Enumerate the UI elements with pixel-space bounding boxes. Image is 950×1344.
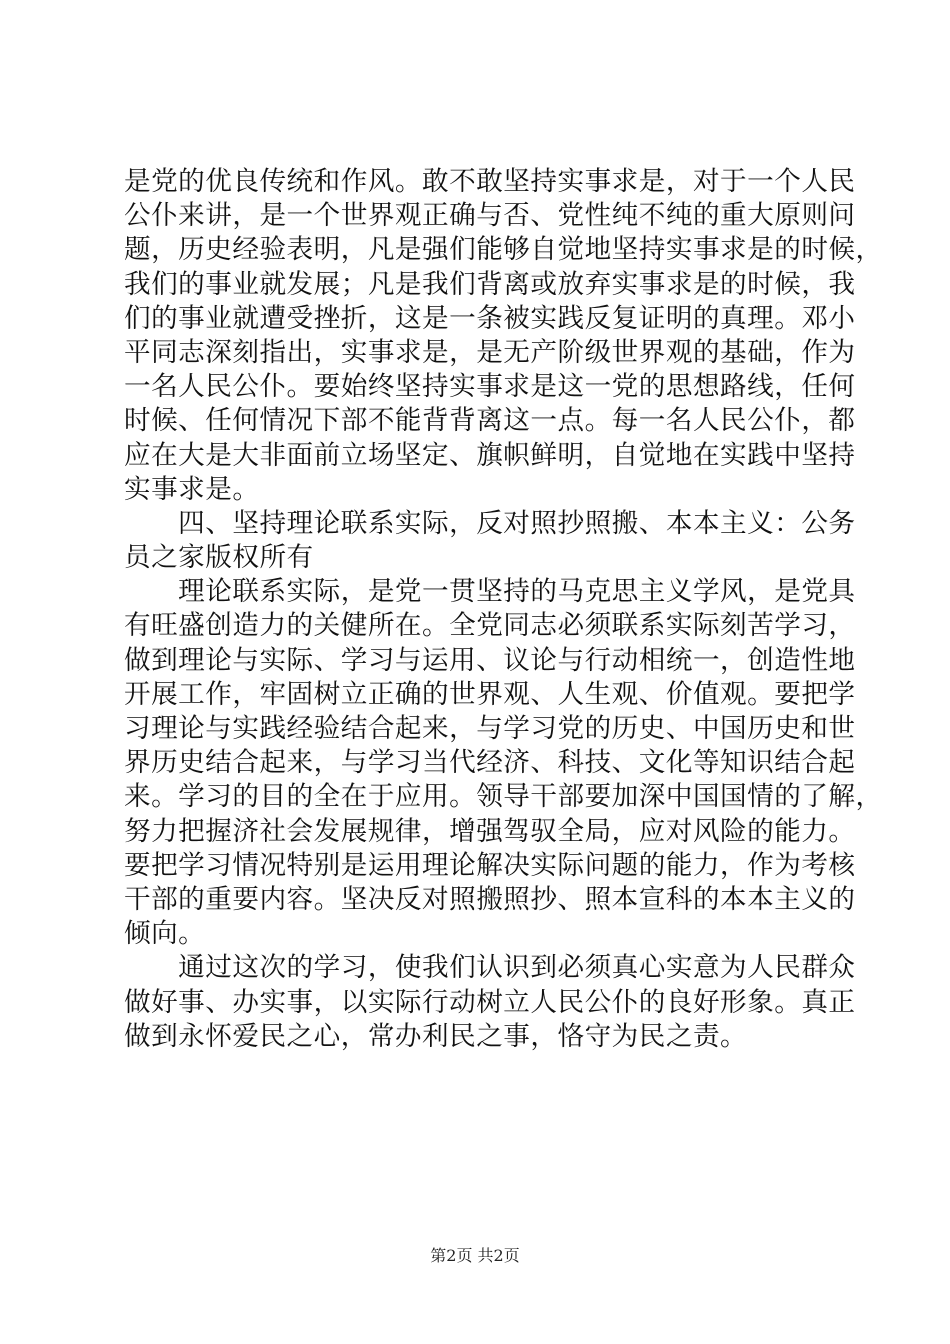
text-line: 平同志深刻指出，实事求是，是无产阶级世界观的基础，作为 bbox=[124, 336, 856, 368]
text-line: 习理论与实践经验结合起来，与学习党的历史、中国历史和世 bbox=[124, 713, 856, 744]
text-line: 一名人民公仆。要始终坚持实事求是这一党的思想路线，任何 bbox=[124, 371, 856, 403]
section-heading-line: 员之家版权所有 bbox=[124, 542, 314, 574]
text-line: 有旺盛创造力的关健所在。全党同志必须联系实际刻苦学习， bbox=[124, 610, 856, 642]
section-heading-line: 四、坚持理论联系实际，反对照抄照搬、本本主义：公务 bbox=[124, 507, 856, 539]
text-line: 要把学习情况特别是运用理论解决实际问题的能力，作为考核 bbox=[124, 849, 856, 881]
text-line: 开展工作，牢固树立正确的世界观、人生观、价值观。要把学 bbox=[124, 678, 856, 710]
text-line: 应在大是大非面前立场坚定、旗帜鲜明，自觉地在实践中坚持 bbox=[124, 439, 856, 471]
text-line: 我们的事业就发展；凡是我们背离或放弃实事求是的时候，我 bbox=[124, 268, 856, 300]
text-line: 题，历史经验表明，凡是强们能够自觉地坚持实事求是的时候， bbox=[124, 234, 883, 266]
text-line: 做到永怀爱民之心，常办利民之事，恪守为民之责。 bbox=[124, 1020, 748, 1052]
text-line: 干部的重要内容。坚决反对照搬照抄、照本宣科的本本主义的 bbox=[124, 883, 856, 915]
text-line: 做到理论与实际、学习与运用、议论与行动相统一，创造性地 bbox=[124, 644, 856, 676]
text-line: 做好事、办实事，以实际行动树立人民公仆的良好形象。真正 bbox=[124, 986, 856, 1018]
text-line: 理论联系实际，是党一贯坚持的马克思主义学风，是党具 bbox=[124, 576, 856, 608]
text-line: 们的事业就遭受挫折，这是一条被实践反复证明的真理。邓小 bbox=[124, 302, 856, 334]
text-line: 来。学习的目的全在于应用。领导干部要加深中国国情的了解， bbox=[124, 781, 883, 813]
text-line: 通过这次的学习，使我们认识到必须真心实意为人民群众 bbox=[124, 952, 856, 984]
text-line: 实事求是。 bbox=[124, 473, 260, 505]
text-line: 倾向。 bbox=[124, 918, 206, 950]
text-line: 努力把握济社会发展规律，增强驾驭全局，应对风险的能力。 bbox=[124, 815, 856, 847]
text-line: 时候、任何情况下部不能背背离这一点。每一名人民公仆，都 bbox=[124, 405, 856, 437]
document-body bbox=[124, 165, 883, 1054]
page-number: 第2页 共2页 bbox=[430, 1246, 520, 1265]
text-line: 是党的优良传统和作风。敢不敢坚持实事求是，对于一个人民 bbox=[124, 166, 856, 197]
text-line: 界历史结合起来，与学习当代经济、科技、文化等知识结合起 bbox=[124, 747, 856, 779]
page-footer bbox=[0, 1243, 950, 1266]
text-line: 公仆来讲，是一个世界观正确与否、党性纯不纯的重大原则问 bbox=[124, 200, 856, 232]
